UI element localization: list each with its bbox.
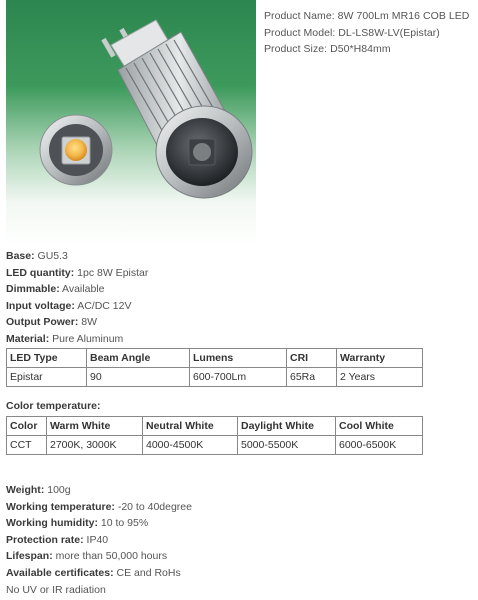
spec-value: IP40: [86, 533, 109, 546]
table-header-row: [7, 349, 423, 368]
table-cell: 90: [87, 368, 190, 387]
spec-row-working-humidity: Working humidity: 10 to 95%: [6, 517, 149, 530]
spec-row-lifespan: Lifespan: more than 50,000 hours: [6, 550, 168, 563]
led-spec-table: [6, 348, 423, 387]
spec-value: No UV or IR radiation: [6, 583, 106, 596]
product-photo: [6, 0, 256, 247]
spec-key: Dimmable: [6, 283, 57, 296]
table-cell: 4000-4500K: [143, 436, 238, 455]
product-model-value: DL-LS8W-LV(Epistar): [338, 26, 440, 39]
spec-value: 8W: [81, 316, 98, 329]
spec-value: Available: [62, 283, 105, 296]
product-size-row: [264, 43, 476, 60]
spec-row-base: Base: GU5.3: [6, 250, 68, 262]
spec-key: Weight: [6, 484, 41, 496]
spec-list: [6, 250, 476, 350]
spec-key: Working humidity: [6, 517, 95, 530]
spec-value: 10 to 95%: [100, 517, 149, 530]
spec-value: GU5.3: [37, 250, 68, 262]
spec-key: LED quantity: [6, 266, 71, 279]
table-cell: 6000-6500K: [336, 436, 423, 455]
spec-key: Protection rate: [6, 533, 81, 546]
spec-row-protection-rate: Protection rate: IP40: [6, 533, 109, 546]
table-header-cell: CRI: [287, 349, 337, 368]
spec-value: -20 to 40degree: [117, 500, 192, 513]
table-header-cell: Neutral White: [143, 417, 238, 436]
spec-row-material: Material: Pure Aluminum: [6, 332, 124, 345]
spec-key: Output Power: [6, 316, 75, 329]
spec-value: 1pc 8W Epistar: [77, 266, 149, 279]
table-header-cell: Cool White: [336, 417, 423, 436]
spec-row-input-voltage: Input voltage: AC/DC 12V: [6, 299, 132, 312]
spec-row-no-uv-ir: [6, 584, 476, 600]
spec-key: Base: [6, 250, 32, 262]
table-header-cell: Lumens: [190, 349, 287, 368]
product-name-value: 8W 700Lm MR16 COB LED: [337, 10, 470, 22]
table-row: [7, 368, 423, 387]
spec-list-secondary: [6, 484, 476, 600]
table-header-cell: Color: [7, 417, 47, 436]
spec-value: 100g: [47, 484, 71, 496]
product-name-row: [264, 10, 476, 27]
spec-row-dimmable: Dimmable: Available: [6, 283, 105, 296]
table-header-cell: Daylight White: [238, 417, 336, 436]
spec-value: Pure Aluminum: [52, 332, 124, 345]
spec-key: Available certificates: [6, 566, 111, 579]
product-name-label: Product Name:: [264, 10, 335, 22]
spec-value: AC/DC 12V: [77, 299, 132, 312]
spec-row-led-quantity: LED quantity: 1pc 8W Epistar: [6, 266, 149, 279]
table-row: [7, 436, 423, 455]
product-size-value: D50*H84mm: [330, 43, 391, 55]
spec-row-working-temperature: Working temperature: -20 to 40degree: [6, 500, 192, 513]
table-cell: CCT: [7, 436, 47, 455]
led-lamp-illustration: [6, 0, 256, 247]
spec-key: Working temperature: [6, 500, 112, 513]
spec-key: Input voltage: [6, 299, 72, 312]
color-temperature-title: Color temperature:: [6, 400, 101, 412]
table-header-cell: LED Type: [7, 349, 87, 368]
table-cell: 2700K, 3000K: [47, 436, 143, 455]
table-header-cell: Warranty: [337, 349, 423, 368]
spec-key: Material: [6, 332, 46, 345]
table-header-row: [7, 417, 423, 436]
table-cell: 5000-5500K: [238, 436, 336, 455]
spec-key: Lifespan: [6, 550, 50, 563]
spec-row-output-power: Output Power: 8W: [6, 316, 98, 329]
table-cell: 65Ra: [287, 368, 337, 387]
product-model-label: Product Model:: [264, 26, 336, 39]
table-cell: 600-700Lm: [190, 368, 287, 387]
spec-value: more than 50,000 hours: [55, 550, 168, 563]
table-cell: Epistar: [7, 368, 87, 387]
spec-row-certificates: Available certificates: CE and RoHs: [6, 566, 181, 579]
spec-row-weight: Weight: 100g: [6, 484, 71, 496]
spec-value: CE and RoHs: [116, 566, 181, 579]
product-info: [264, 10, 476, 60]
table-header-cell: Beam Angle: [87, 349, 190, 368]
table-header-cell: Warm White: [47, 417, 143, 436]
color-temperature-table: [6, 416, 423, 455]
product-model-row: [264, 27, 476, 44]
table-cell: 2 Years: [337, 368, 423, 387]
product-size-label: Product Size:: [264, 43, 328, 55]
